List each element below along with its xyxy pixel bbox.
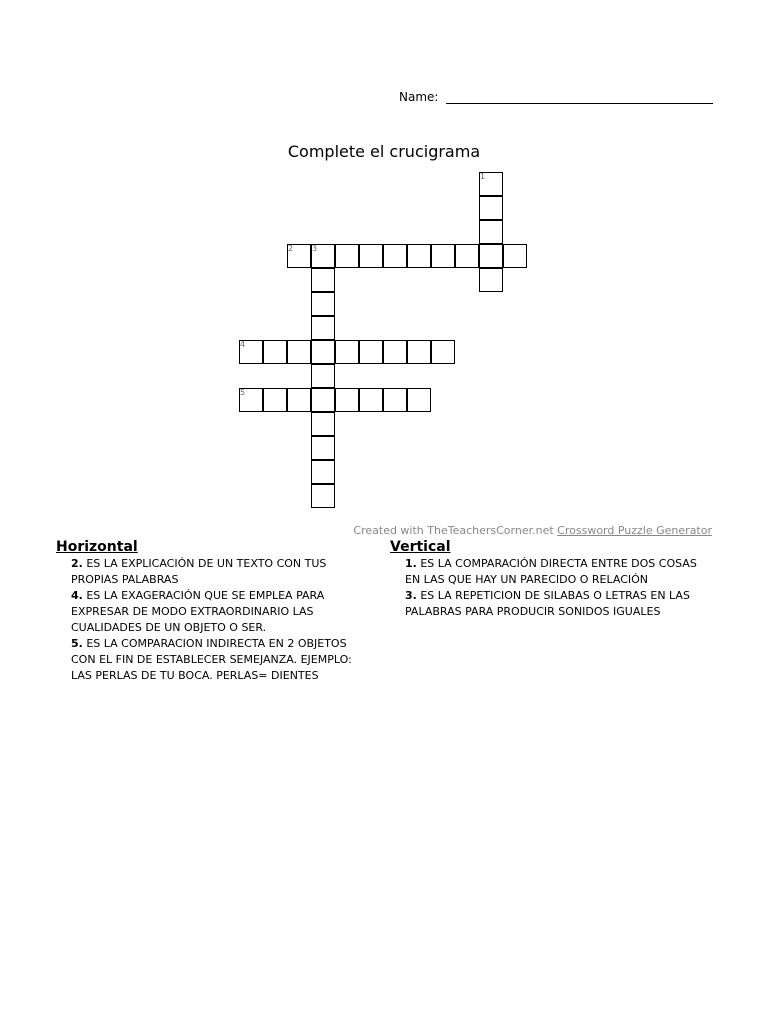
crossword-cell[interactable]	[479, 268, 503, 292]
crossword-cell[interactable]	[263, 340, 287, 364]
clue-item	[390, 556, 700, 588]
crossword-cell[interactable]	[239, 388, 263, 412]
clue-item	[56, 556, 366, 588]
cell-number: 4	[240, 340, 246, 349]
crossword-cell[interactable]	[479, 172, 503, 196]
clue-text: ES LA REPETICION DE SILABAS O LETRAS EN LAS PALABRAS PARA PRODUCIR SONIDOS IGUALES	[405, 589, 690, 618]
crossword-cell[interactable]	[359, 244, 383, 268]
horizontal-heading: Horizontal	[56, 539, 138, 555]
crossword-cell[interactable]	[287, 244, 311, 268]
crossword-cell[interactable]	[503, 244, 527, 268]
crossword-cell[interactable]	[263, 388, 287, 412]
crossword-cell[interactable]	[311, 292, 335, 316]
credit-text: Created with TheTeachersCorner.net	[353, 524, 554, 537]
name-label: Name:	[399, 90, 439, 104]
cell-number: 2	[288, 244, 294, 253]
crossword-cell[interactable]	[455, 244, 479, 268]
clue-number: 1.	[405, 557, 417, 570]
clue-text: ES LA EXAGERACIÓN QUE SE EMPLEA PARA EXPRESAR DE MODO EXTRAORDINARIO LAS CUALIDADES DE UN OBJETO O SER.	[71, 589, 325, 634]
page-title: Complete el crucigrama	[287, 142, 481, 161]
crossword-cell[interactable]	[335, 244, 359, 268]
crossword-cell[interactable]	[383, 244, 407, 268]
crossword-cell[interactable]	[311, 388, 335, 412]
cell-number: 5	[240, 388, 246, 397]
crossword-cell[interactable]	[311, 340, 335, 364]
clue-number: 4.	[71, 589, 83, 602]
clue-number: 3.	[405, 589, 417, 602]
name-field[interactable]	[399, 88, 713, 104]
crossword-cell[interactable]	[287, 340, 311, 364]
crossword-cell[interactable]	[239, 340, 263, 364]
crossword-cell[interactable]	[383, 340, 407, 364]
cell-number: 1	[480, 172, 486, 181]
crossword-cell[interactable]	[479, 244, 503, 268]
crossword-cell[interactable]	[407, 340, 431, 364]
crossword-cell[interactable]	[407, 244, 431, 268]
crossword-cell[interactable]	[311, 460, 335, 484]
clue-text: ES LA COMPARACION INDIRECTA EN 2 OBJETOS CON EL FIN DE ESTABLECER SEMEJANZA. EJEMPLO: LAS PERLAS DE TU BOCA. PERLAS= DIENTES	[71, 637, 352, 682]
crossword-cell[interactable]	[335, 340, 359, 364]
clue-item	[56, 636, 366, 684]
crossword-cell[interactable]	[359, 388, 383, 412]
clue-item	[390, 588, 700, 620]
vertical-heading: Vertical	[390, 539, 451, 555]
crossword-cell[interactable]	[335, 388, 359, 412]
vertical-clues	[390, 539, 700, 620]
crossword-cell[interactable]	[479, 196, 503, 220]
crossword-cell[interactable]	[311, 484, 335, 508]
clue-item	[56, 588, 366, 636]
clue-text: ES LA COMPARACIÓN DIRECTA ENTRE DOS COSAS EN LAS QUE HAY UN PARECIDO O RELACIÓN	[405, 557, 697, 586]
credit-link[interactable]: Crossword Puzzle Generator	[557, 524, 712, 537]
crossword-cell[interactable]	[287, 388, 311, 412]
crossword-cell[interactable]	[431, 340, 455, 364]
credit-line	[353, 524, 712, 537]
cell-number: 3	[312, 244, 318, 253]
horizontal-clues	[56, 539, 366, 684]
crossword-cell[interactable]	[311, 268, 335, 292]
name-underline[interactable]	[446, 88, 713, 104]
crossword-cell[interactable]	[311, 316, 335, 340]
crossword-cell[interactable]	[311, 364, 335, 388]
clue-number: 2.	[71, 557, 83, 570]
crossword-cell[interactable]	[479, 220, 503, 244]
clue-text: ES LA EXPLICACIÓN DE UN TEXTO CON TUS PROPIAS PALABRAS	[71, 557, 327, 586]
crossword-cell[interactable]	[311, 244, 335, 268]
clue-number: 5.	[71, 637, 83, 650]
crossword-cell[interactable]	[407, 388, 431, 412]
crossword-cell[interactable]	[383, 388, 407, 412]
crossword-cell[interactable]	[359, 340, 383, 364]
crossword-cell[interactable]	[431, 244, 455, 268]
crossword-cell[interactable]	[311, 436, 335, 460]
crossword-cell[interactable]	[311, 412, 335, 436]
